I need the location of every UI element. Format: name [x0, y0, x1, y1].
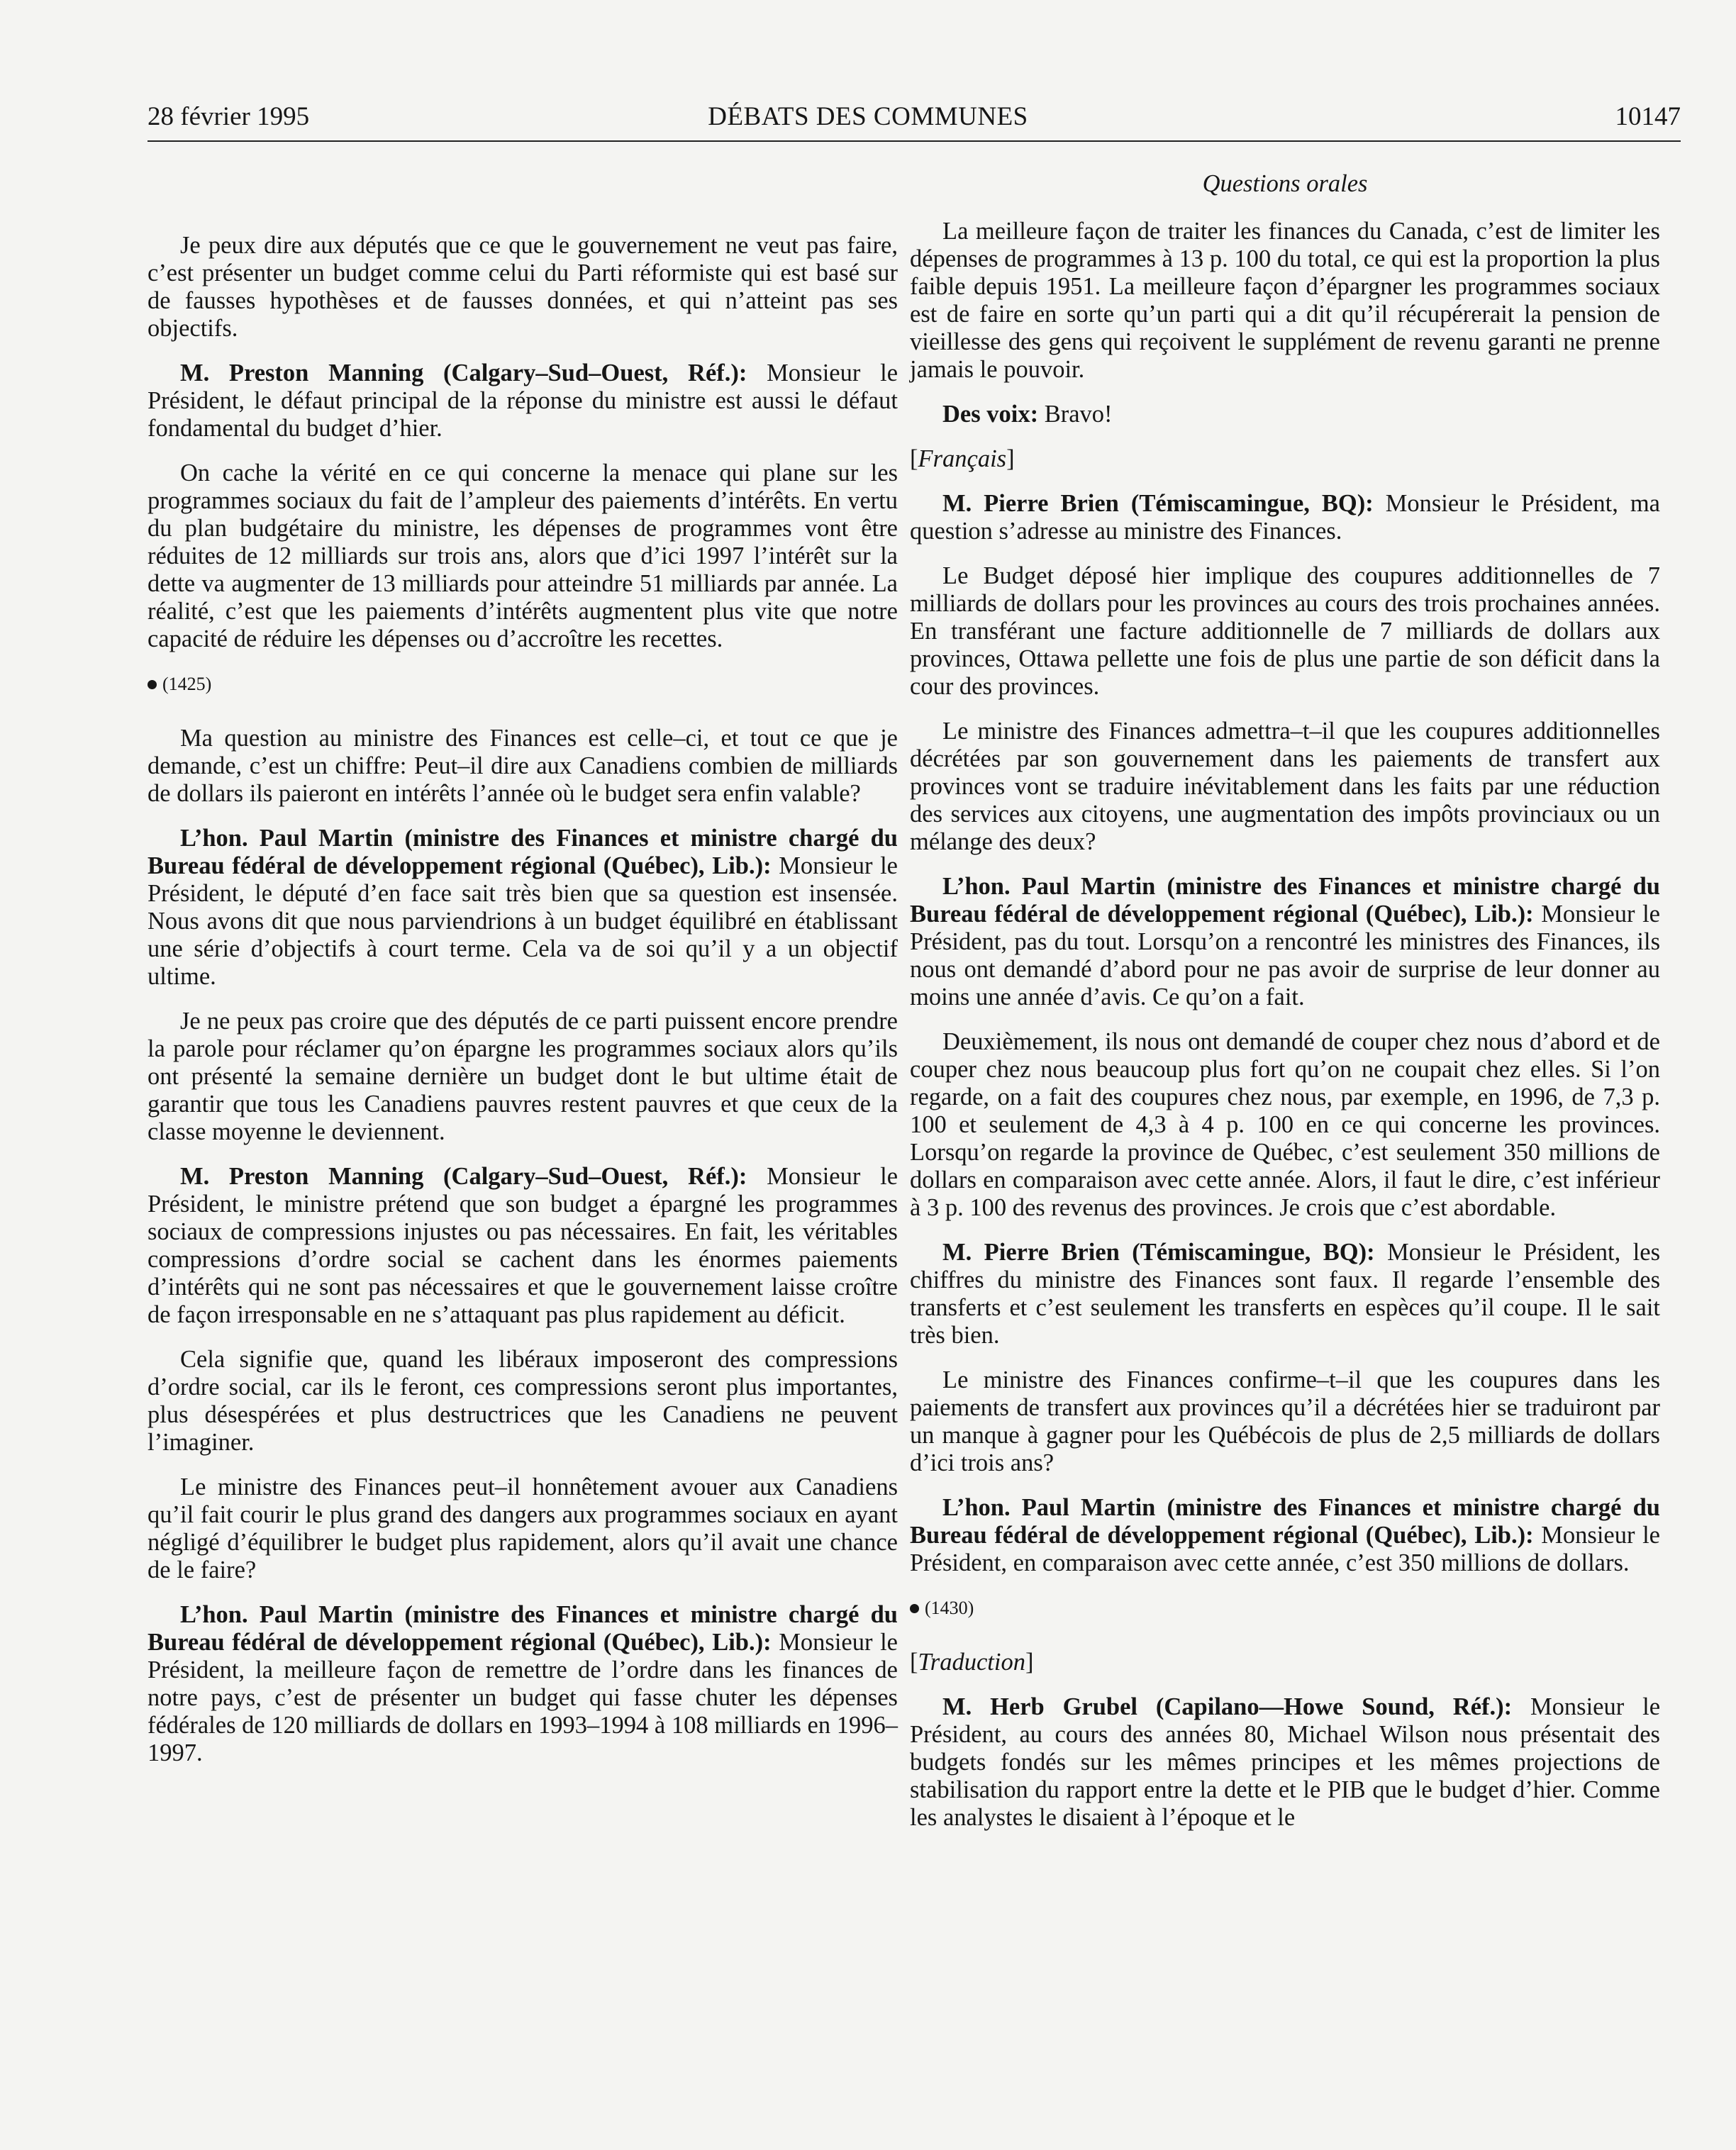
time-marker — [148, 670, 898, 698]
speech-paragraph — [148, 825, 898, 991]
header-date: 28 février 1995 — [148, 102, 310, 131]
speech-text: Monsieur le Président, ma question s’adresse au ministre des Finances. — [910, 490, 1660, 545]
speech-text: Monsieur le Président, le ministre prétend que son budget a épargné les programmes sociaux de compressions injustes ou pas nécessaires. En fait, les véritables compressions d’ordre social se cachent dans les énormes paiements d’intérêts qui ne sont pas nécessaires et que le gouvernement laisse croître de façon irresponsable en ne s’attaquant pas plus rapidement au déficit. — [148, 1163, 898, 1328]
paragraph: On cache la vérité en ce qui concerne la menace qui plane sur les programmes sociaux du fait de l’ampleur des paiements d’intérêts. En vertu du plan budgétaire du ministre, les dépenses de programmes vont être réduites de 12 milliards sur trois ans, alors que d’ici 1997 l’intérêt sur la dette va augmenter de 13 milliards pour atteindre 51 milliards par année. La réalité, c’est que les paiements d’intérêts augmentent plus vite que notre capacité de réduire les dépenses ou d’accroître les recettes. — [148, 459, 898, 652]
speech-text: Bravo! — [1038, 401, 1113, 428]
speech-text: Monsieur le Président, pas du tout. Lorsqu’on a rencontré les ministres des Finances, ils nous ont demandé d’abord pour ne pas avoir de surprise de leur donner au moins une année d’avis. Ce qu’on a fait. — [910, 901, 1660, 1010]
language-tag-text: Traduction — [918, 1649, 1025, 1676]
paragraph: Je peux dire aux députés que ce que le gouvernement ne veut pas faire, c’est présenter un budget comme celui du Parti réformiste qui est basé sur de fausses hypothèses et de fausses données, et qui n’atteint pas ses objectifs. — [148, 232, 898, 342]
speech-paragraph — [148, 360, 898, 442]
column-spacer — [148, 170, 898, 232]
speech-text: Monsieur le Président, en comparaison avec cette année, c’est 350 millions de dollars. — [910, 1522, 1660, 1576]
language-tag-text: Français — [918, 445, 1007, 472]
right-column — [910, 170, 1660, 1849]
speaker-name: M. Pierre Brien (Témiscamingue, BQ): — [942, 490, 1374, 517]
speech-text: Monsieur le Président, le député d’en face sait très bien que sa question est insensée. Nous avons dit que nous parviendrions à un budget équilibré en établissant une série d’objectifs à court terme. Cela va de soi qu’il y a un objectif ultime. — [148, 852, 898, 990]
speech-paragraph — [910, 490, 1660, 545]
speaker-name: L’hon. Paul Martin (ministre des Finances et ministre chargé du Bureau fédéral de développement régional (Québec), Lib.): — [910, 1494, 1660, 1549]
header-publication-title: DÉBATS DES COMMUNES — [708, 102, 1028, 131]
speaker-name: M. Preston Manning (Calgary–Sud–Ouest, Réf.): — [180, 1163, 747, 1190]
speech-paragraph — [910, 1494, 1660, 1577]
language-tag: [Français] — [910, 445, 1015, 472]
section-title: Questions orales — [1202, 170, 1368, 197]
speech-text: Monsieur le Président, au cours des années 80, Michael Wilson nous présentait des budgets fondés sur les mêmes principes et les mêmes projections de stabilisation du rapport entre la dette et le PIB que le budget d’hier. Comme les analystes le disaient à l’époque et le — [910, 1693, 1661, 1831]
paragraph: Le ministre des Finances confirme–t–il que les coupures dans les paiements de transfert aux provinces qu’il a décrétées hier se traduiront par un manque à gagner pour les Québécois de plus de 2,5 milliards de dollars d’ici trois ans? — [910, 1366, 1660, 1476]
paragraph: Le ministre des Finances peut–il honnêtement avouer aux Canadiens qu’il fait courir le plus grand des dangers aux programmes sociaux en ayant négligé d’équilibrer le budget plus rapidement, alors qu’il avait une chance de le faire? — [148, 1474, 898, 1583]
header-rule — [148, 140, 1681, 142]
paragraph: Le Budget déposé hier implique des coupures additionnelles de 7 milliards de dollars pour les provinces au cours des trois prochaines années. En transférant une facture additionnelle de 7 milliards de dollars aux provinces, Ottawa pellette une fois de plus une partie de son déficit dans la cour des provinces. — [910, 562, 1660, 700]
speech-paragraph — [910, 401, 1660, 428]
time-marker — [910, 1594, 1660, 1622]
bullet-icon — [148, 680, 157, 689]
speaker-name: L’hon. Paul Martin (ministre des Finances et ministre chargé du Bureau fédéral de développement régional (Québec), Lib.): — [148, 825, 898, 879]
paragraph: Cela signifie que, quand les libéraux imposeront des compressions d’ordre social, car ils le feront, ces compressions seront plus importantes, plus désespérées et plus destructrices que les Canadiens ne peuvent l’imaginer. — [148, 1346, 898, 1456]
speech-text: Monsieur le Président, la meilleure façon de remettre de l’ordre dans les finances de notre pays, c’est de présenter un budget qui fasse chuter les dépenses fédérales de 120 milliards de dollars en 1993–1994 à 108 milliards en 1996–1997. — [148, 1629, 898, 1766]
time-marker-text: (1430) — [925, 1598, 974, 1618]
speech-paragraph — [148, 1601, 898, 1767]
speaker-name: L’hon. Paul Martin (ministre des Finances et ministre chargé du Bureau fédéral de développement régional (Québec), Lib.): — [910, 873, 1660, 928]
language-tag: [Traduction] — [910, 1649, 1034, 1676]
speaker-name: M. Preston Manning (Calgary–Sud–Ouest, Réf.): — [180, 360, 747, 386]
speech-paragraph — [910, 873, 1660, 1011]
time-marker-text: (1425) — [162, 674, 212, 694]
paragraph: Je ne peux pas croire que des députés de ce parti puissent encore prendre la parole pour réclamer qu’on épargne les programmes sociaux alors qu’ils ont présenté la semaine dernière un budget dont le but ultime était de garantir que tous les Canadiens pauvres restent pauvres et que ceux de la classe moyenne le deviennent. — [148, 1008, 898, 1145]
speech-text: Monsieur le Président, le défaut principal de la réponse du ministre est aussi le défaut fondamental du budget d’hier. — [148, 360, 898, 442]
speech-paragraph — [148, 1163, 898, 1329]
speaker-name: M. Pierre Brien (Témiscamingue, BQ): — [942, 1239, 1375, 1266]
left-column — [148, 170, 898, 1784]
bullet-icon — [910, 1604, 919, 1613]
paragraph: Ma question au ministre des Finances est celle–ci, et tout ce que je demande, c’est un chiffre: Peut–il dire aux Canadiens combien de milliards de dollars ils paieront en intérêts l’année où le budget sera enfin valable? — [148, 725, 898, 807]
paragraph: La meilleure façon de traiter les finances du Canada, c’est de limiter les dépenses de programmes à 13 p. 100 du total, ce qui est la proportion la plus faible depuis 1951. La meilleure façon d’épargner les programmes sociaux est de faire en sorte qu’un parti qui a dit qu’il récupérerait la pension de vieillesse des gens qui reçoivent le supplément de revenu garanti ne prenne jamais le pouvoir. — [910, 218, 1660, 383]
speech-paragraph — [910, 1693, 1660, 1832]
header-page-number: 10147 — [1615, 102, 1681, 131]
speech-text: Monsieur le Président, les chiffres du ministre des Finances sont faux. Il regarde l’ensemble des transferts et c’est seulement les transferts en espèces qu’il coupe. Il le sait très bien. — [910, 1239, 1660, 1349]
speech-paragraph — [910, 1239, 1660, 1349]
speaker-name: M. Herb Grubel (Capilano—Howe Sound, Réf.): — [942, 1693, 1513, 1720]
paragraph: Deuxièmement, ils nous ont demandé de couper chez nous d’abord et de couper chez nous beaucoup plus fort qu’on ne coupait chez elles. Si l’on regarde, on a fait des coupures chez nous, par exemple, en 1996, de 7,3 p. 100 et seulement de 4,3 à 4 p. 100 en ce qui concerne les provinces. Lorsqu’on regarde la province de Québec, c’est seulement 350 millions de dollars en comparaison avec cette année. Alors, il faut le dire, c’est inférieur à 3 p. 100 des revenus des provinces. Je crois que c’est abordable. — [910, 1028, 1660, 1221]
speaker-name: Des voix: — [942, 401, 1039, 428]
speaker-name: L’hon. Paul Martin (ministre des Finances et ministre chargé du Bureau fédéral de développement régional (Québec), Lib.): — [148, 1601, 898, 1656]
paragraph: Le ministre des Finances admettra–t–il que les coupures additionnelles décrétées par son gouvernement dans les paiements de transfert aux provinces vont se traduire inévitablement dans les faits par une réduction des services aux citoyens, une augmentation des impôts provinciaux ou un mélange des deux? — [910, 718, 1660, 855]
